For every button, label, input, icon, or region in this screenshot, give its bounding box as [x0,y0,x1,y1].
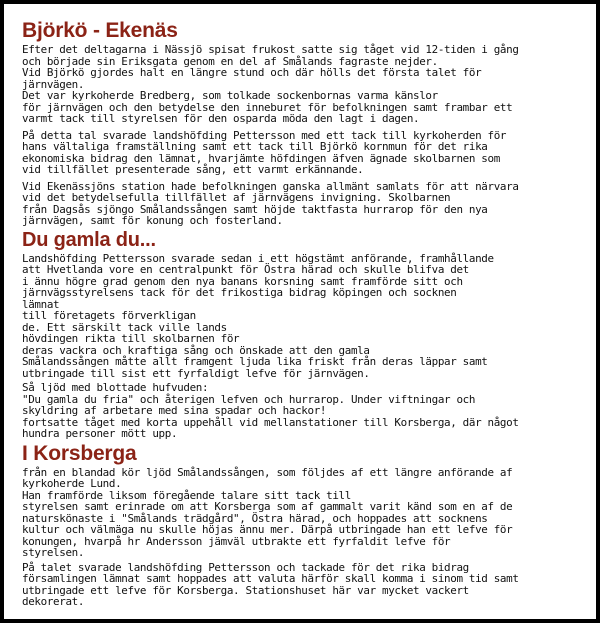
text-line: varmt tack till styrelsen för den osparda möda den lagt i dagen. [22,112,420,125]
text-line: konungen, hvarpå hr Andersson jämväl utbrakte ett fyrfaldit lefve för [22,534,451,548]
paragraph [22,467,588,559]
text-line: Det var kyrkoherde Bredberg, som tolkade sockenbornas varma känslor [22,89,438,102]
text-line: för järnvägen och den betydelse den inneburet för befolkningen samt frambar ett [22,100,513,114]
text-line: På detta tal svarade landshöfding Pettersson med ett tack till kyrkoherden för [22,128,507,142]
text-line: hans vältaliga framställning samt ett tack till Björkö kornmun för det rika [22,140,488,153]
text-line: dekorerat. [22,595,85,608]
paragraph [22,181,588,227]
text-line: Smålandssången måtte allt framgent ljuda lika friskt från deras läppar samt [22,355,488,368]
text-line: järnvägen, samt för konung och fosterland. [22,214,283,227]
text-line: från Dagsås sjöngo Smålandssången samt höjde taktfasta hurrarop för den nya [22,202,488,216]
text-line: "Du gamla du fria" och återigen lefven och hurrarop. Under viftningar och [22,392,476,406]
text-line: från en blandad kör ljöd Smålandssången, som följdes af ett längre anförande af [22,465,513,479]
text-line: i ännu högre grad genom den nya banans korsning samt framförde sitt och [22,274,463,288]
paragraph [22,253,588,380]
text-line: järnvägen. [22,77,85,91]
text-line: På talet svarade landshöfding Pettersson och tackade för det rika bidrag [22,560,469,574]
text-line: Så ljöd med blottade hufvuden: [22,381,209,394]
text-line: hundra personer mött upp. [22,427,178,440]
section-heading-du-gamla-du: Du gamla du... [22,228,156,251]
text-line: vid det betydelsefulla tillfället af järnvägens invigning. Skolbarnen [22,191,451,204]
section-heading-bjorko-ekenas: Björkö - Ekenäs [22,19,178,42]
text-line: och började sin Eriksgata genom en del af Smålands fagraste nejder. [22,54,438,68]
text-line: lämnat [22,297,60,311]
text-line: naturskönaste i "Smålands trädgård", Östra härad, och hoppades att socknens [22,511,488,525]
text-line: utbringade till sist ett fyrfaldigt lefve för järnvägen. [22,366,370,380]
text-line: ekonomiska bidrag den lämnat, hvarjämte höfdingen äfven ägnade skolbarnen som [22,151,500,165]
article [22,17,588,608]
text-line: kyrkoherde Lund. [22,477,122,490]
text-line: hövdingen rikta till skolbarnen för [22,332,240,345]
text-line: Han framförde liksom föregående talare sitt tack till [22,488,351,502]
text-line: vid tillfället presenterade sång, ett varmt erkännande. [22,163,364,176]
text-line: skyldring af arbetare med sina spadar och hackor! [22,404,327,417]
text-line: Efter det deltagarna i Nässjö spisat frukost satte sig tåget vid 12-tiden i gång [22,43,519,56]
text-line: styrelsen. [22,546,85,559]
text-line: styrelsen samt erinrade om att Korsberga som af gammalt varit känd som en af de [22,500,513,513]
text-line: fortsatte tåget med korta uppehåll vid mellanstationer till Korsberga, där något [22,415,519,429]
paragraph [22,44,588,125]
text-line: församlingen lämnat samt hoppades att valuta härför skall komma i sinom tid samt [22,572,519,585]
text-line: deras vackra och kraftiga sång och önskade att den gamla [22,343,370,357]
paragraph [22,562,588,608]
text-line: att Hvetlanda vore en centralpunkt för Östra härad och skulle blifva det [22,263,469,276]
text-line: Landshöfding Pettersson svarade sedan i ett högstämt anförande, framhållande [22,251,494,265]
text-line: Vid Björkö gjordes halt en längre stund och där hölls det första talet för [22,66,482,79]
text-line: Vid Ekenässjöns station hade befolkningen ganska allmänt samlats för att närvara [22,179,519,193]
paragraph [22,382,588,440]
section-heading-i-korsberga: I Korsberga [22,441,137,465]
text-line: kultur och välmäga nu skulle höjas ännu mer. Därpå utbringade han ett lefve för [22,523,513,536]
text-line: utbringade ett lefve för Korsberga. Stationshuset här var mycket vackert [22,583,469,597]
text-line: järnvägsstyrelsens tack för det frikostiga bidrag köpingen och socknen [22,286,457,299]
paragraph [22,130,588,176]
text-line: till företagets förverkligan [22,309,196,322]
text-line: de. Ett särskilt tack ville lands [22,320,227,334]
